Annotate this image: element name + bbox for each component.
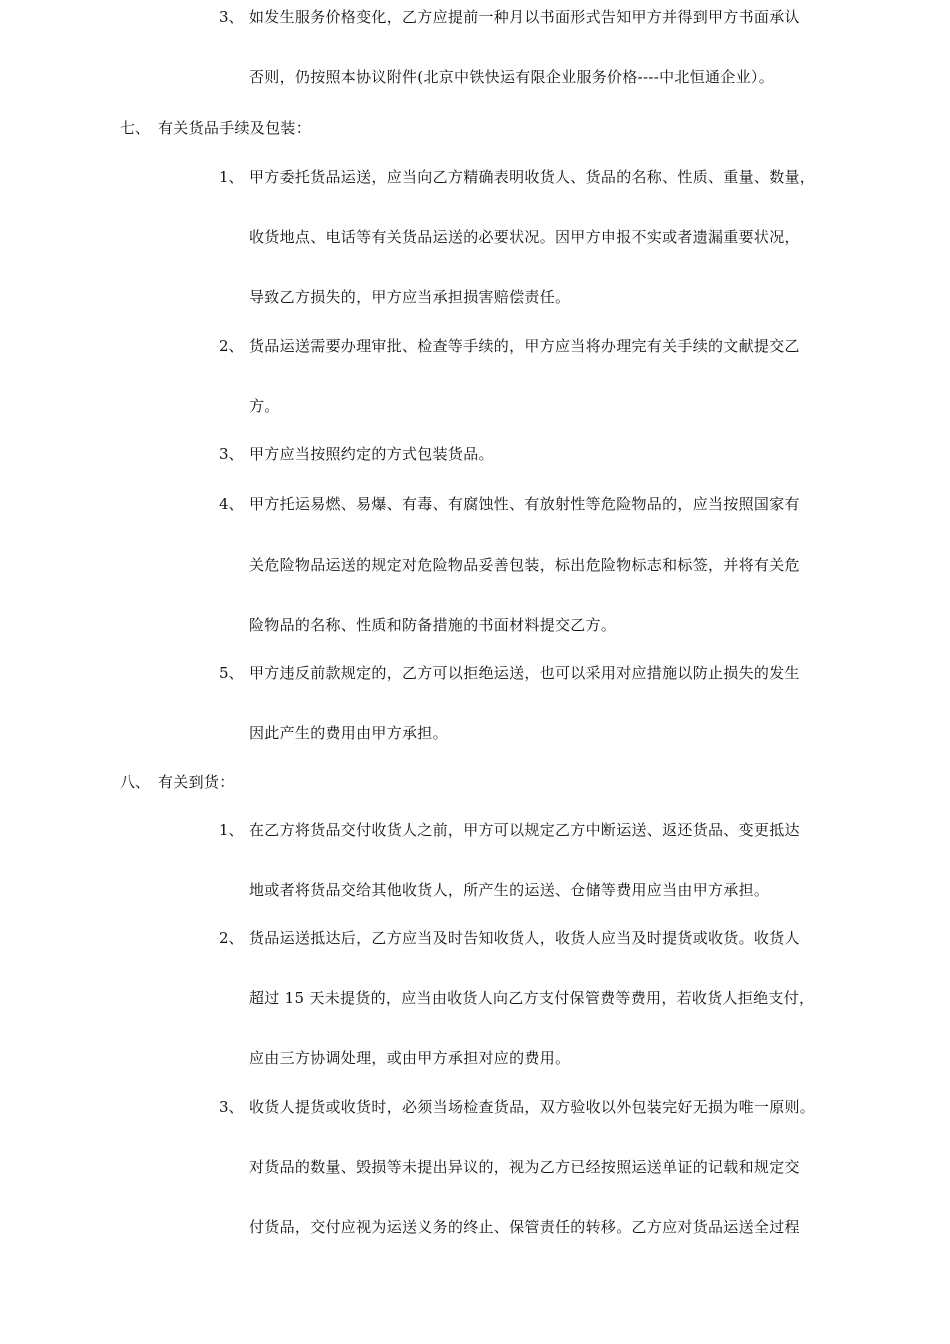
paragraph-line: 收货地点、电话等有关货品运送的必要状况。因甲方申报不实或者遗漏重要状况，: [249, 228, 800, 246]
paragraph-line: 在乙方将货品交付收货人之前，甲方可以规定乙方中断运送、返还货品、变更抵达: [249, 821, 800, 839]
paragraph-line: 因此产生的费用由甲方承担。: [249, 724, 448, 742]
paragraph-line: 否则，仍按照本协议附件(北京中铁快运有限企业服务价格----中北恒通企业）。: [249, 68, 775, 86]
paragraph-line: 付货品，交付应视为运送义务的终止、保管责任的转移。乙方应对货品运送全过程: [249, 1218, 800, 1236]
item-number: 3、: [219, 445, 244, 463]
paragraph-line: 应由三方协调处理，或由甲方承担对应的费用。: [249, 1049, 571, 1067]
paragraph-line: 导致乙方损失的，甲方应当承担损害赔偿责任。: [249, 288, 571, 306]
paragraph-line: 甲方委托货品运送，应当向乙方精确表明收货人、货品的名称、性质、重量、数量，: [249, 168, 816, 186]
paragraph-line: 地或者将货品交给其他收货人，所产生的运送、仓储等费用应当由甲方承担。: [249, 881, 770, 899]
item-number: 1、: [219, 168, 244, 186]
paragraph-line: 货品运送抵达后，乙方应当及时告知收货人，收货人应当及时提货或收货。收货人: [249, 929, 800, 947]
paragraph-line: 关危险物品运送的规定对危险物品妥善包装，标出危险物标志和标签，并将有关危: [249, 556, 800, 574]
item-number: 5、: [219, 664, 244, 682]
paragraph-line: 收货人提货或收货时，必须当场检查货品，双方验收以外包装完好无损为唯一原则。: [249, 1098, 816, 1116]
paragraph-line: 如发生服务价格变化，乙方应提前一种月以书面形式告知甲方并得到甲方书面承认: [249, 8, 800, 26]
item-number: 3、: [219, 8, 244, 26]
paragraph-line: 甲方违反前款规定的，乙方可以拒绝运送，也可以采用对应措施以防止损失的发生: [249, 664, 800, 682]
item-number: 3、: [219, 1098, 244, 1116]
paragraph-line: 对货品的数量、毁损等未提出异议的，视为乙方已经按照运送单证的记载和规定交: [249, 1158, 800, 1176]
paragraph-line: 超过 15 天未提货的，应当由收货人向乙方支付保管费等费用，若收货人拒绝支付，: [249, 989, 815, 1007]
item-number: 1、: [219, 821, 244, 839]
section-heading: 有关货品手续及包装：: [158, 119, 312, 137]
paragraph-line: 方。: [249, 397, 280, 415]
paragraph-line: 货品运送需要办理审批、检查等手续的，甲方应当将办理完有关手续的文献提交乙: [249, 337, 800, 355]
paragraph-line: 险物品的名称、性质和防备措施的书面材料提交乙方。: [249, 616, 617, 634]
item-number: 2、: [219, 929, 244, 947]
item-number: 4、: [219, 495, 244, 513]
section-heading: 有关到货：: [158, 773, 235, 791]
item-number: 2、: [219, 337, 244, 355]
paragraph-line: 甲方应当按照约定的方式包装货品。: [249, 445, 494, 463]
paragraph-line: 甲方托运易燃、易爆、有毒、有腐蚀性、有放射性等危险物品的，应当按照国家有: [249, 495, 800, 513]
section-number: 八、: [120, 773, 151, 791]
section-number: 七、: [120, 119, 151, 137]
